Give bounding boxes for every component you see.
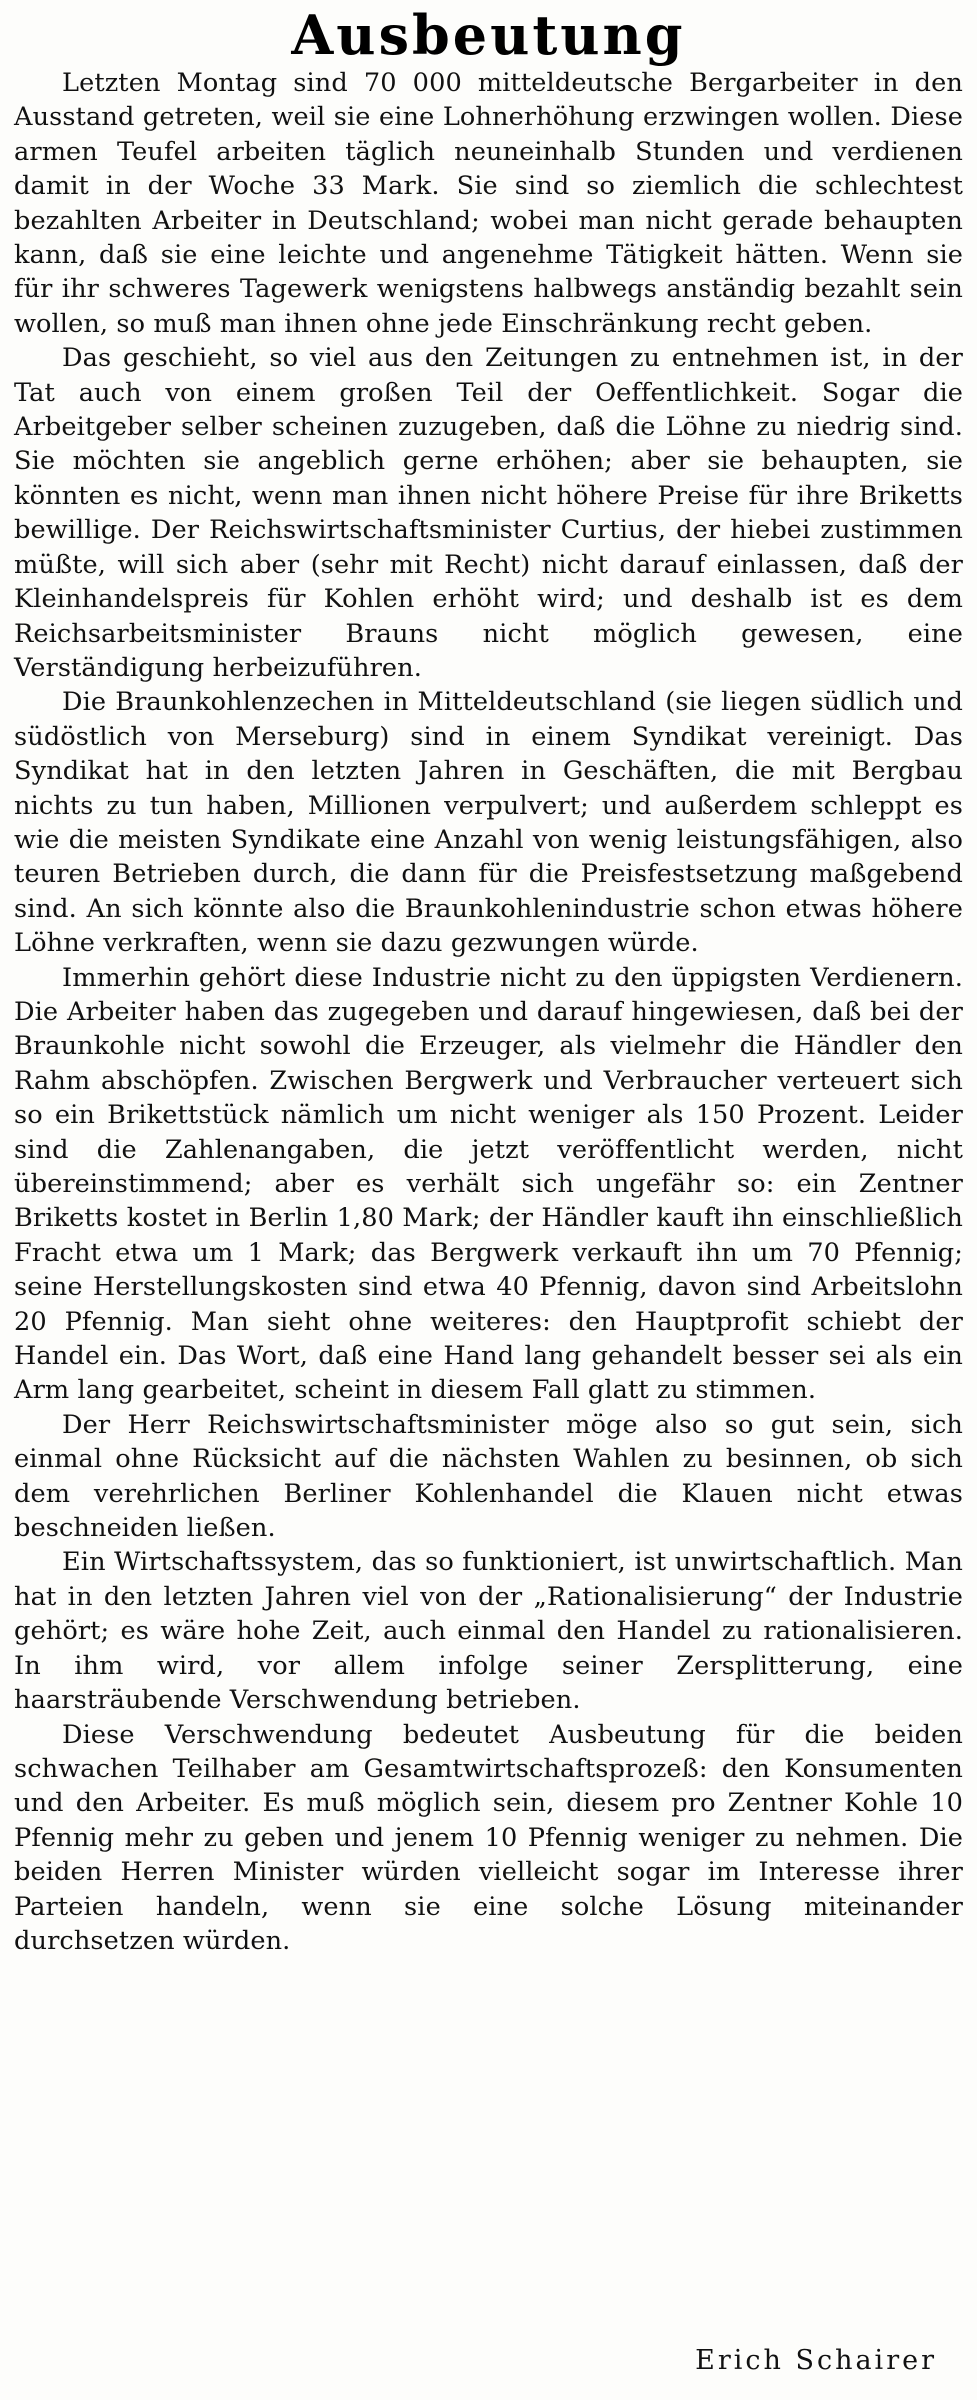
article-paragraph-2: Das geschieht, so viel aus den Zeitungen zu entnehmen ist, in der Tat auch von einem großen Teil der Oeffentlichkeit. Sogar die Arbeitgeber selber scheinen zuzugeben, daß die Löhne zu niedrig sind. Sie möchten sie angeblich gerne erhöhen; aber sie behaupten, sie könnten es nicht, wenn man ihnen nicht höhere Preise für ihre Briketts bewillige. Der Reichswirtschaftsminister Curtius, der hiebei zustimmen müßte, will sich aber (sehr mit Recht) nicht darauf einlassen, daß der Kleinhandelspreis für Kohlen erhöht wird; und deshalb ist es dem Reichsarbeitsminister Brauns nicht möglich gewesen, eine Verständigung herbeizuführen. — [14, 343, 963, 683]
article-headline: Ausbeutung — [291, 3, 686, 67]
article-paragraph-5: Der Herr Reichswirtschaftsminister möge also so gut sein, sich einmal ohne Rücksicht auf die nächsten Wahlen zu besinnen, ob sich dem verehrlichen Berliner Kohlenhandel die Klauen nicht etwas beschneiden ließen. — [14, 1409, 963, 1544]
article-paragraph-3: Die Braunkohlenzechen in Mitteldeutschland (sie liegen südlich und südöstlich von Merseburg) sind in einem Syndikat vereinigt. Das Syndikat hat in den letzten Jahren in Geschäften, die mit Bergbau nichts zu tun haben, Millionen verpulvert; und außerdem schleppt es wie die meisten Syndikate eine Anzahl von wenig leistungsfähigen, also teuren Betrieben durch, die dann für die Preisfestsetzung maßgebend sind. An sich könnte also die Braunkohlenindustrie schon etwas höhere Löhne verkraften, wenn sie dazu gezwungen würde. — [14, 687, 963, 959]
article-paragraph-6: Ein Wirtschaftssystem, das so funktioniert, ist unwirtschaftlich. Man hat in den letzten Jahren viel von der „Rationalisierung“ der Industrie gehört; es wäre hohe Zeit, auch einmal den Handel zu rationalisieren. In ihm wird, vor allem infolge seiner Zersplitterung, eine haarsträubende Verschwendung betrieben. — [14, 1547, 963, 1716]
author-signature: Erich Schairer — [695, 2345, 937, 2376]
article-paragraph-7: Diese Verschwendung bedeutet Ausbeutung für die beiden schwachen Teilhaber am Gesamtwirtschaftsprozeß: den Konsumenten und den Arbeiter. Es muß möglich sein, diesem pro Zentner Kohle 10 Pfennig mehr zu geben und jenem 10 Pfennig weniger zu nehmen. Die beiden Herren Minister würden vielleicht sogar im Interesse ihrer Parteien handeln, wenn sie eine solche Lösung miteinander durchsetzen würden. — [14, 1719, 963, 1956]
article-paragraph-4: Immerhin gehört diese Industrie nicht zu den üppigsten Verdienern. Die Arbeiter haben das zugegeben und darauf hingewiesen, daß bei der Braunkohle nicht sowohl die Erzeuger, als vielmehr die Händler den Rahm abschöpfen. Zwischen Bergwerk und Verbraucher verteuert sich so ein Brikettstück nämlich um nicht weniger als 150 Prozent. Leider sind die Zahlenangaben, die jetzt veröffentlicht werden, nicht übereinstimmend; aber es verhält sich ungefähr so: ein Zentner Briketts kostet in Berlin 1,80 Mark; der Händler kauft ihn einschließlich Fracht etwa um 1 Mark; das Bergwerk verkauft ihn um 70 Pfennig; seine Herstellungskosten sind etwa 40 Pfennig, davon sind Arbeitslohn 20 Pfennig. Man sieht ohne weiteres: den Hauptprofit schiebt der Handel ein. Das Wort, daß eine Hand lang gehandelt besser sei als ein Arm lang gearbeitet, scheint in diesem Fall glatt zu stimmen. — [14, 962, 963, 1406]
article-body — [14, 66, 963, 1958]
article-paragraph-1: Letzten Montag sind 70 000 mitteldeutsche Bergarbeiter in den Ausstand getreten, weil sie eine Lohnerhöhung erzwingen wollen. Diese armen Teufel arbeiten täglich neuneinhalb Stunden und verdienen damit in der Woche 33 Mark. Sie sind so ziemlich die schlechtest bezahlten Arbeiter in Deutschland; wobei man nicht gerade behaupten kann, daß sie eine leichte und angenehme Tätigkeit hätten. Wenn sie für ihr schweres Tagewerk wenigstens halbwegs anständig bezahlt sein wollen, so muß man ihnen ohne jede Einschränkung recht geben. — [14, 68, 963, 339]
